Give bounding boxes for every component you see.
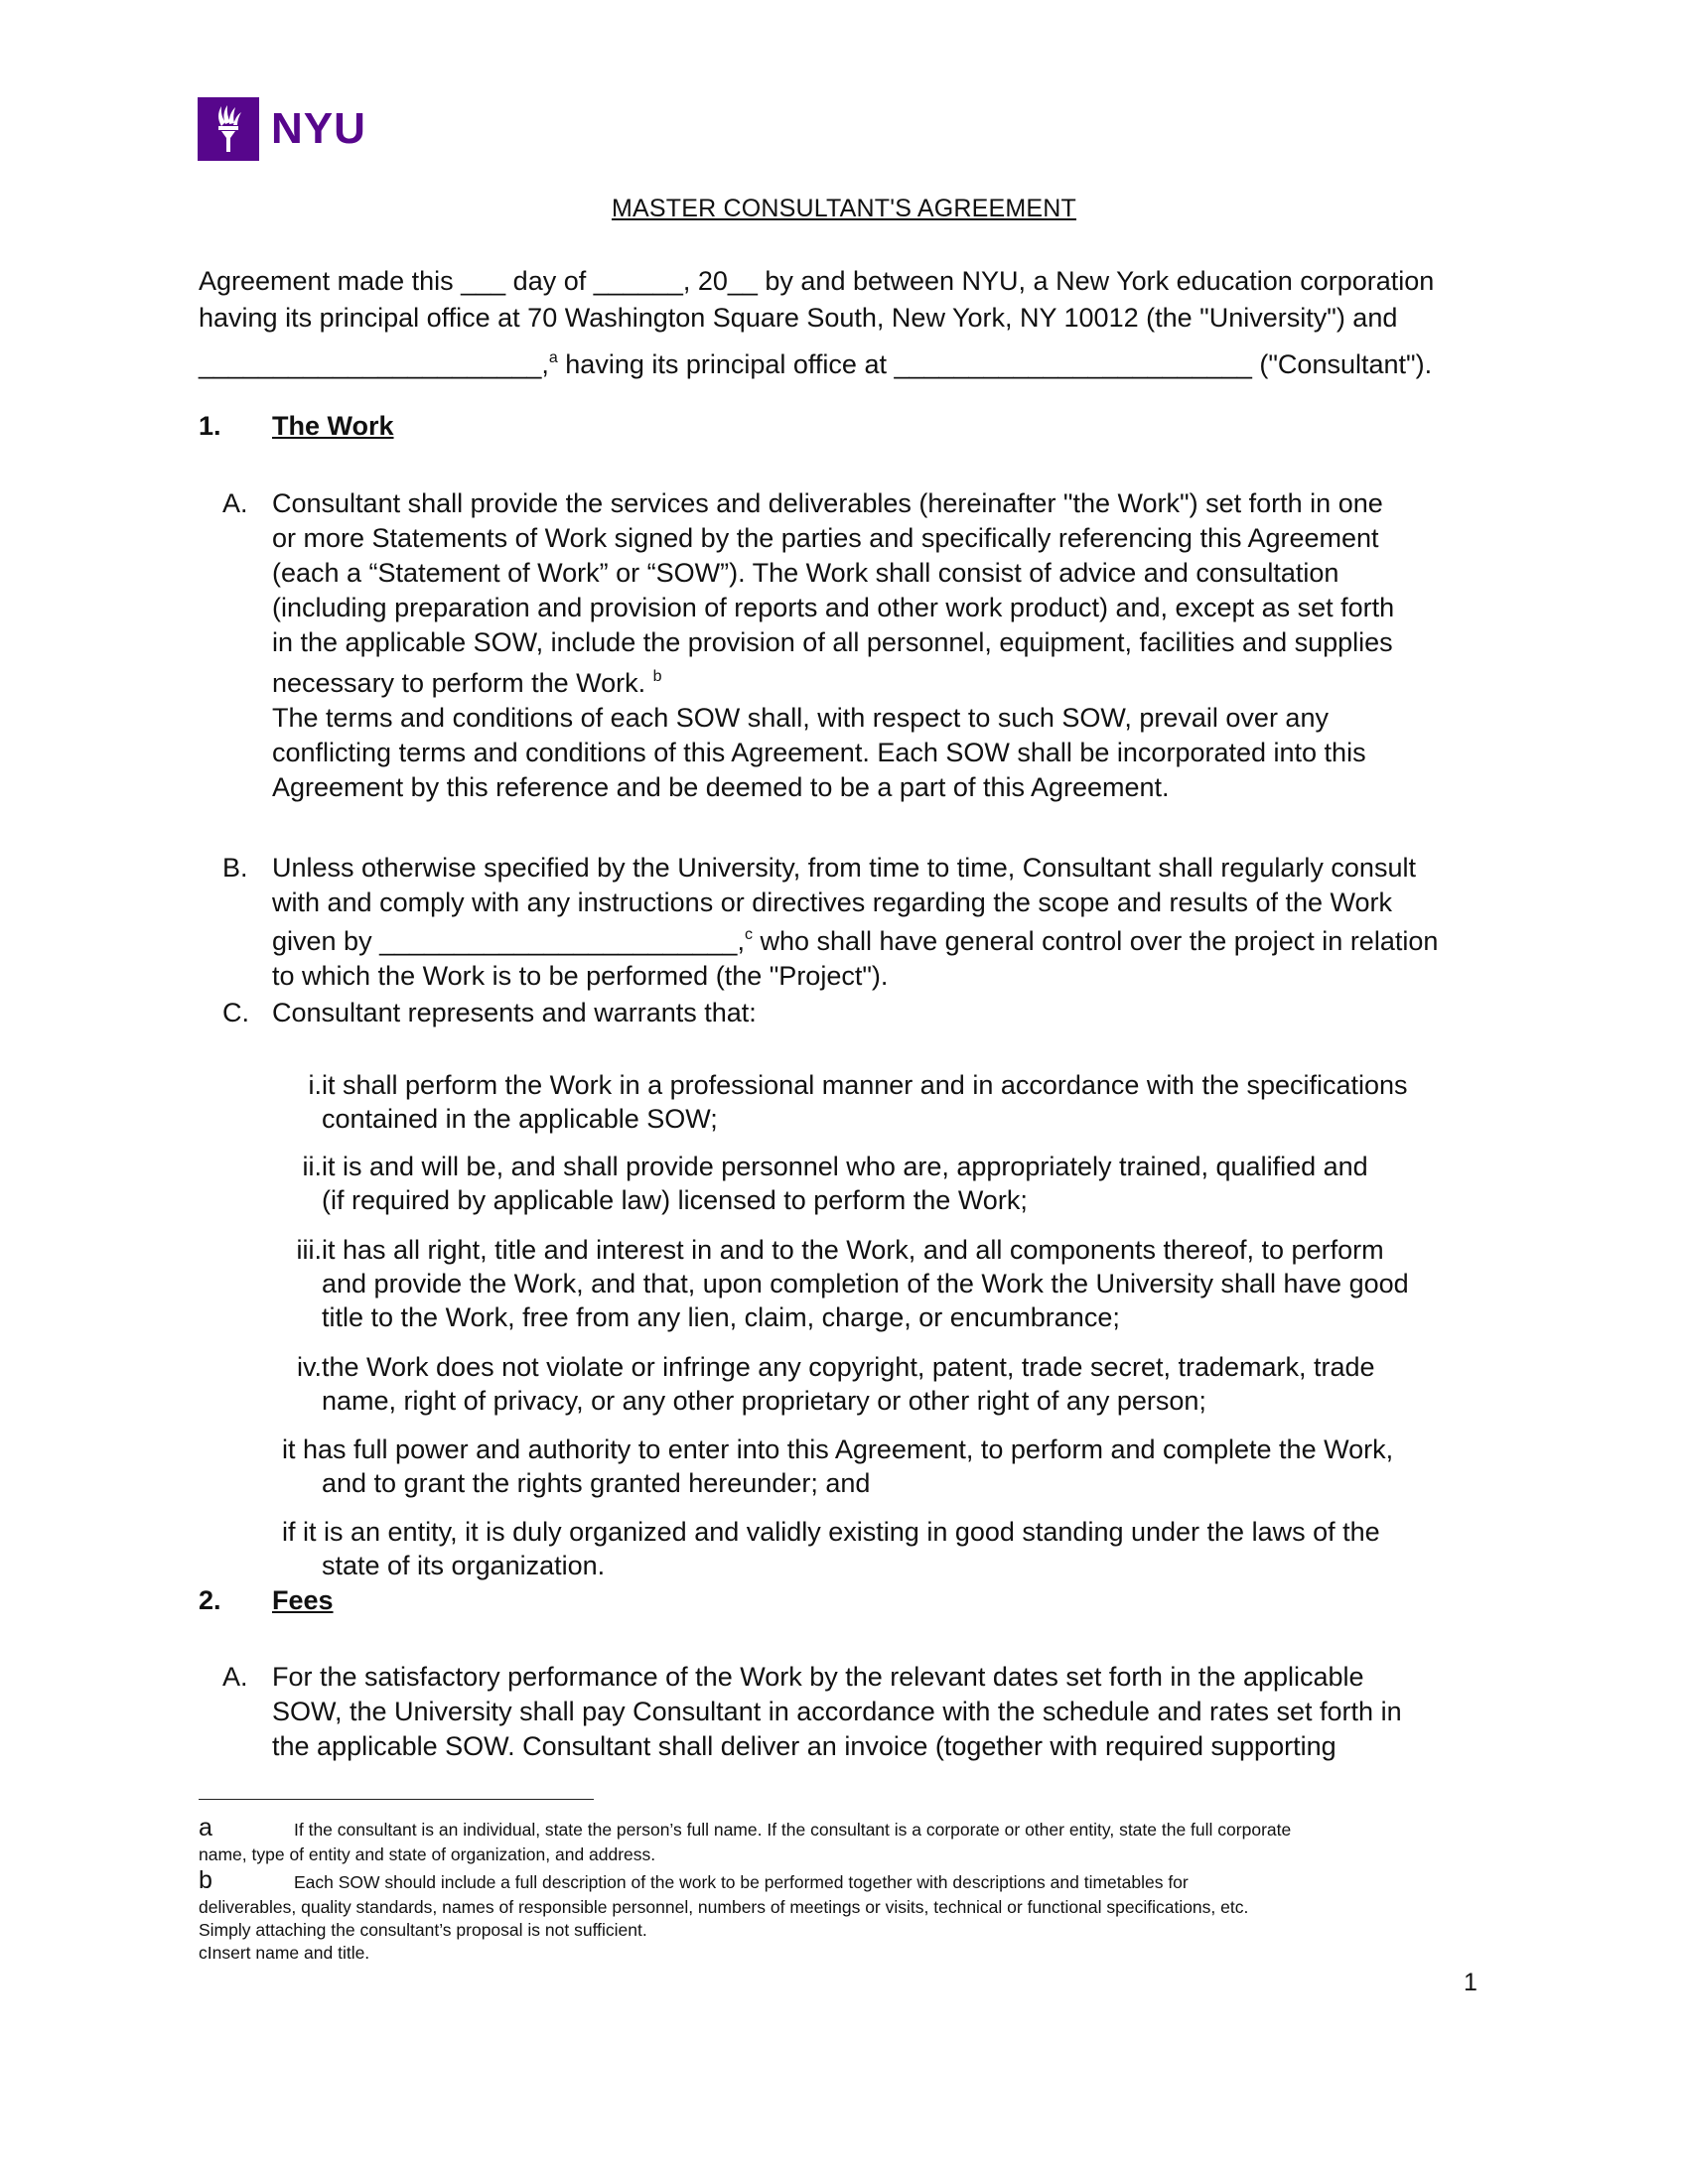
document-title: MASTER CONSULTANT'S AGREEMENT xyxy=(611,195,1077,222)
section-1-number: 1. xyxy=(199,411,221,441)
footnote-b-cont-2: Simply attaching the consultant’s proposal is not sufficient. xyxy=(199,1920,647,1940)
text-line: The terms and conditions of each SOW shall, with respect to such SOW, prevail over any xyxy=(272,703,1329,733)
footnote-c xyxy=(199,1942,369,1965)
project-lead-blank: given by ________________________, xyxy=(272,926,745,956)
text-line: the applicable SOW. Consultant shall deliver an invoice (together with required supporting xyxy=(272,1731,1336,1761)
section-2-heading: Fees xyxy=(272,1585,334,1615)
item-1a-text xyxy=(272,486,1483,805)
footnote-text: Insert name and title. xyxy=(207,1943,370,1963)
warranty-v-cont: and to grant the rights granted hereunder; and xyxy=(322,1468,871,1498)
torch-icon xyxy=(198,97,259,161)
intro-line-3 xyxy=(199,347,1432,382)
text-segment: who shall have general control over the project in relation xyxy=(752,926,1439,956)
footnote-mark: b xyxy=(199,1866,212,1894)
text-line: in the applicable SOW, include the provision of all personnel, equipment, facilities and supplies xyxy=(272,627,1393,657)
footnote-ref-c[interactable]: c xyxy=(744,926,753,943)
consultant-name-blank: _______________________, xyxy=(199,349,549,379)
text-line: SOW, the University shall pay Consultant in accordance with the schedule and rates set forth in xyxy=(272,1697,1402,1726)
warranty-text: it has all right, title and interest in and to the Work, and all components thereof, to perform xyxy=(322,1235,1384,1265)
footnote-a xyxy=(199,1814,1292,1842)
footnote-text: Each SOW should include a full description of the work to be performed together with descriptions and timetables for xyxy=(294,1872,1189,1892)
text-segment: necessary to perform the Work. xyxy=(272,668,653,698)
footnote-separator xyxy=(199,1799,594,1800)
warranty-text: it shall perform the Work in a professional manner and in accordance with the specifications xyxy=(322,1070,1408,1100)
warranty-number: i. xyxy=(308,1070,322,1100)
warranty-iii-cont-2: title to the Work, free from any lien, claim, charge, or encumbrance; xyxy=(322,1302,1120,1332)
text-line: conflicting terms and conditions of this Agreement. Each SOW shall be incorporated into this xyxy=(272,738,1366,767)
intro-line-1: Agreement made this ___ day of ______, 20__ by and between NYU, a New York education corporation xyxy=(199,266,1435,296)
warranty-text: it is and will be, and shall provide personnel who are, appropriately trained, qualified and xyxy=(322,1152,1368,1181)
warranty-number: iii. xyxy=(296,1235,322,1265)
section-2-number: 2. xyxy=(199,1585,221,1615)
footnote-b xyxy=(199,1866,1189,1894)
consultant-address-text: having its principal office at ________________________ ("Consultant"). xyxy=(557,349,1433,379)
text-line: For the satisfactory performance of the Work by the relevant dates set forth in the applicable xyxy=(272,1662,1364,1692)
text-line: to which the Work is to be performed (the "Project"). xyxy=(272,961,889,991)
text-line: with and comply with any instructions or directives regarding the scope and results of the Work xyxy=(272,887,1393,917)
footnote-b-cont-1: deliverables, quality standards, names of responsible personnel, numbers of meetings or visits, technical or functional specifications, etc. xyxy=(199,1897,1249,1917)
item-1a-letter: A. xyxy=(222,488,248,518)
footnote-ref-b[interactable]: b xyxy=(652,668,662,685)
text-line: (including preparation and provision of reports and other work product) and, except as set forth xyxy=(272,593,1395,622)
warranty-i-cont: contained in the applicable SOW; xyxy=(322,1104,718,1134)
page-number: 1 xyxy=(1464,1969,1477,1996)
warranty-iv-cont: name, right of privacy, or any other proprietary or other right of any person; xyxy=(322,1386,1206,1416)
text-line xyxy=(272,666,1483,701)
footnote-text: If the consultant is an individual, state the person’s full name. If the consultant is a corporate or other entity, state the full corporate xyxy=(294,1820,1292,1840)
text-line: Unless otherwise specified by the University, from time to time, Consultant shall regularly consult xyxy=(272,853,1416,883)
text-line: (each a “Statement of Work” or “SOW”). The Work shall consist of advice and consultation xyxy=(272,558,1339,588)
logo-text: NYU xyxy=(271,104,366,153)
item-1b-text xyxy=(272,851,1483,994)
warranty-number: ii. xyxy=(302,1152,322,1181)
text-line: Agreement by this reference and be deemed to be a part of this Agreement. xyxy=(272,772,1170,802)
item-1c-text: Consultant represents and warrants that: xyxy=(272,998,757,1027)
item-2a-letter: A. xyxy=(222,1662,248,1692)
footnote-mark: a xyxy=(199,1814,212,1842)
warranty-vi-cont: state of its organization. xyxy=(322,1551,606,1580)
footnote-mark: c xyxy=(199,1943,208,1963)
warranty-text: the Work does not violate or infringe any copyright, patent, trade secret, trademark, trade xyxy=(322,1352,1375,1382)
warranty-v: it has full power and authority to enter into this Agreement, to perform and complete the Work, xyxy=(282,1434,1394,1464)
text-line: Consultant shall provide the services and deliverables (hereinafter "the Work") set forth in one xyxy=(272,488,1383,518)
nyu-logo xyxy=(198,97,366,161)
section-1-heading: The Work xyxy=(272,411,394,441)
warranty-ii-cont: (if required by applicable law) licensed to perform the Work; xyxy=(322,1185,1028,1215)
text-line: or more Statements of Work signed by the parties and specifically referencing this Agreement xyxy=(272,523,1379,553)
warranty-iii-cont-1: and provide the Work, and that, upon completion of the Work the University shall have good xyxy=(322,1269,1409,1298)
footnote-a-cont: name, type of entity and state of organization, and address. xyxy=(199,1844,656,1864)
footnote-ref-a[interactable]: a xyxy=(548,349,558,366)
warranty-number: iv. xyxy=(297,1352,322,1382)
intro-line-2: having its principal office at 70 Washington Square South, New York, NY 10012 (the "University") and xyxy=(199,303,1398,333)
item-1c-letter: C. xyxy=(222,998,249,1027)
item-2a-text xyxy=(272,1660,1483,1764)
text-line xyxy=(272,924,1483,959)
item-1b-letter: B. xyxy=(222,853,248,883)
warranty-vi: if it is an entity, it is duly organized and validly existing in good standing under the laws of the xyxy=(282,1517,1380,1547)
